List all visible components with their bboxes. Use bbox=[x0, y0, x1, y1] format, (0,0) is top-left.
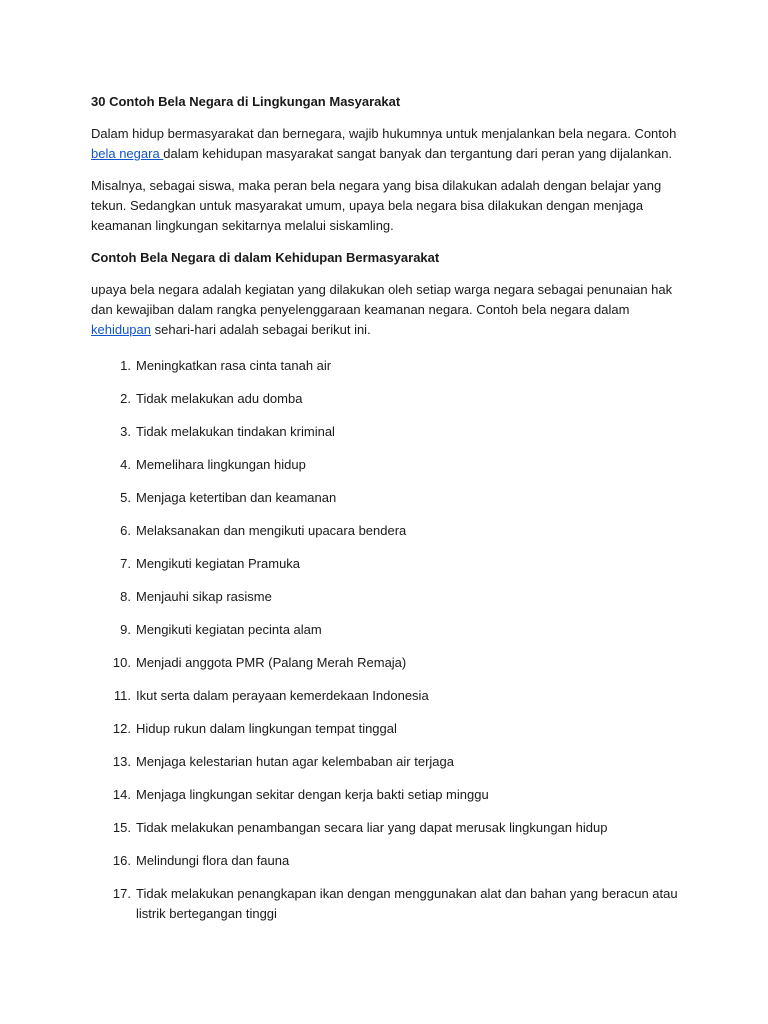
list-item-text: Tidak melakukan penangkapan ikan dengan menggunakan alat dan bahan yang beracun atau listrik bertegangan tinggi bbox=[136, 886, 678, 921]
list-item bbox=[91, 851, 691, 871]
list-item-text: Melindungi flora dan fauna bbox=[136, 853, 290, 868]
list-item bbox=[91, 356, 691, 376]
intro-1-text-before: Dalam hidup bermasyarakat dan bernegara, wajib hukumnya untuk menjalankan bela negara. Contoh bbox=[91, 126, 677, 141]
list-item-text: Memelihara lingkungan hidup bbox=[136, 457, 306, 472]
list-item-text: Melaksanakan dan mengikuti upacara bendera bbox=[136, 523, 407, 538]
list-item-text: Hidup rukun dalam lingkungan tempat tinggal bbox=[136, 721, 397, 736]
list-item-number: 13. bbox=[112, 754, 131, 769]
list-item bbox=[91, 686, 691, 706]
document-page bbox=[91, 92, 691, 937]
list-item bbox=[91, 719, 691, 739]
list-item bbox=[91, 389, 691, 409]
list-item-number: 11. bbox=[113, 688, 131, 703]
list-item-text: Mengikuti kegiatan Pramuka bbox=[136, 556, 301, 571]
list-item-number: 4. bbox=[120, 457, 131, 472]
list-item bbox=[91, 653, 691, 673]
list-item bbox=[91, 422, 691, 442]
bela-negara-link[interactable]: bela negara bbox=[91, 146, 164, 161]
intro-paragraph-1 bbox=[91, 124, 691, 164]
list-item-number: 1. bbox=[120, 358, 131, 373]
intro-3-text-after: sehari-hari adalah sebagai berikut ini. bbox=[151, 322, 371, 337]
kehidupan-link[interactable]: kehidupan bbox=[91, 322, 151, 337]
list-item bbox=[91, 554, 691, 574]
list-item-text: Tidak melakukan adu domba bbox=[136, 391, 303, 406]
intro-paragraph-2: Misalnya, sebagai siswa, maka peran bela negara yang bisa dilakukan adalah dengan belajar yang tekun. Sedangkan untuk masyarakat umum, upaya bela negara bisa dilakukan dengan menjaga keamanan lingkungan sekitarnya melalui siskamling. bbox=[91, 178, 662, 233]
list-item-text: Mengikuti kegiatan pecinta alam bbox=[136, 622, 322, 637]
list-item-text: Menjadi anggota PMR (Palang Merah Remaja) bbox=[136, 655, 407, 670]
list-item-number: 9. bbox=[120, 622, 131, 637]
page-title: 30 Contoh Bela Negara di Lingkungan Masyarakat bbox=[91, 94, 401, 109]
list-item-number: 12. bbox=[112, 721, 131, 736]
list-item-number: 10. bbox=[112, 655, 131, 670]
bela-negara-list bbox=[91, 356, 691, 924]
list-item-text: Tidak melakukan penambangan secara liar yang dapat merusak lingkungan hidup bbox=[136, 820, 608, 835]
list-item bbox=[91, 521, 691, 541]
list-item-number: 3. bbox=[120, 424, 131, 439]
intro-1-text-after: dalam kehidupan masyarakat sangat banyak dan tergantung dari peran yang dijalankan. bbox=[163, 146, 673, 161]
list-item-text: Tidak melakukan tindakan kriminal bbox=[136, 424, 335, 439]
list-item bbox=[91, 818, 691, 838]
list-item bbox=[91, 785, 691, 805]
list-item-text: Meningkatkan rasa cinta tanah air bbox=[136, 358, 332, 373]
section-subheading: Contoh Bela Negara di dalam Kehidupan Bermasyarakat bbox=[91, 250, 440, 265]
list-item-number: 6. bbox=[120, 523, 131, 538]
list-item bbox=[91, 752, 691, 772]
list-item-number: 8. bbox=[120, 589, 131, 604]
list-item-number: 7. bbox=[120, 556, 131, 571]
list-item-number: 16. bbox=[112, 853, 131, 868]
list-item bbox=[91, 488, 691, 508]
list-item-text: Menjaga ketertiban dan keamanan bbox=[136, 490, 337, 505]
intro-3-text-before: upaya bela negara adalah kegiatan yang dilakukan oleh setiap warga negara sebagai penunaian hak dan kewajiban dalam rangka penyelenggaraan keamanan negara. Contoh bela negara dalam bbox=[91, 282, 673, 317]
list-item-text: Menjaga kelestarian hutan agar kelembaban air terjaga bbox=[136, 754, 454, 769]
list-item bbox=[91, 884, 691, 924]
list-item-number: 14. bbox=[112, 787, 131, 802]
intro-paragraph-3 bbox=[91, 280, 691, 340]
list-item-text: Ikut serta dalam perayaan kemerdekaan Indonesia bbox=[136, 688, 429, 703]
list-item-text: Menjaga lingkungan sekitar dengan kerja bakti setiap minggu bbox=[136, 787, 489, 802]
list-item-number: 17. bbox=[112, 886, 131, 901]
list-item-number: 2. bbox=[120, 391, 131, 406]
list-item-number: 5. bbox=[120, 490, 131, 505]
list-item bbox=[91, 620, 691, 640]
list-item bbox=[91, 587, 691, 607]
list-item-number: 15. bbox=[112, 820, 131, 835]
list-item-text: Menjauhi sikap rasisme bbox=[136, 589, 272, 604]
list-item bbox=[91, 455, 691, 475]
